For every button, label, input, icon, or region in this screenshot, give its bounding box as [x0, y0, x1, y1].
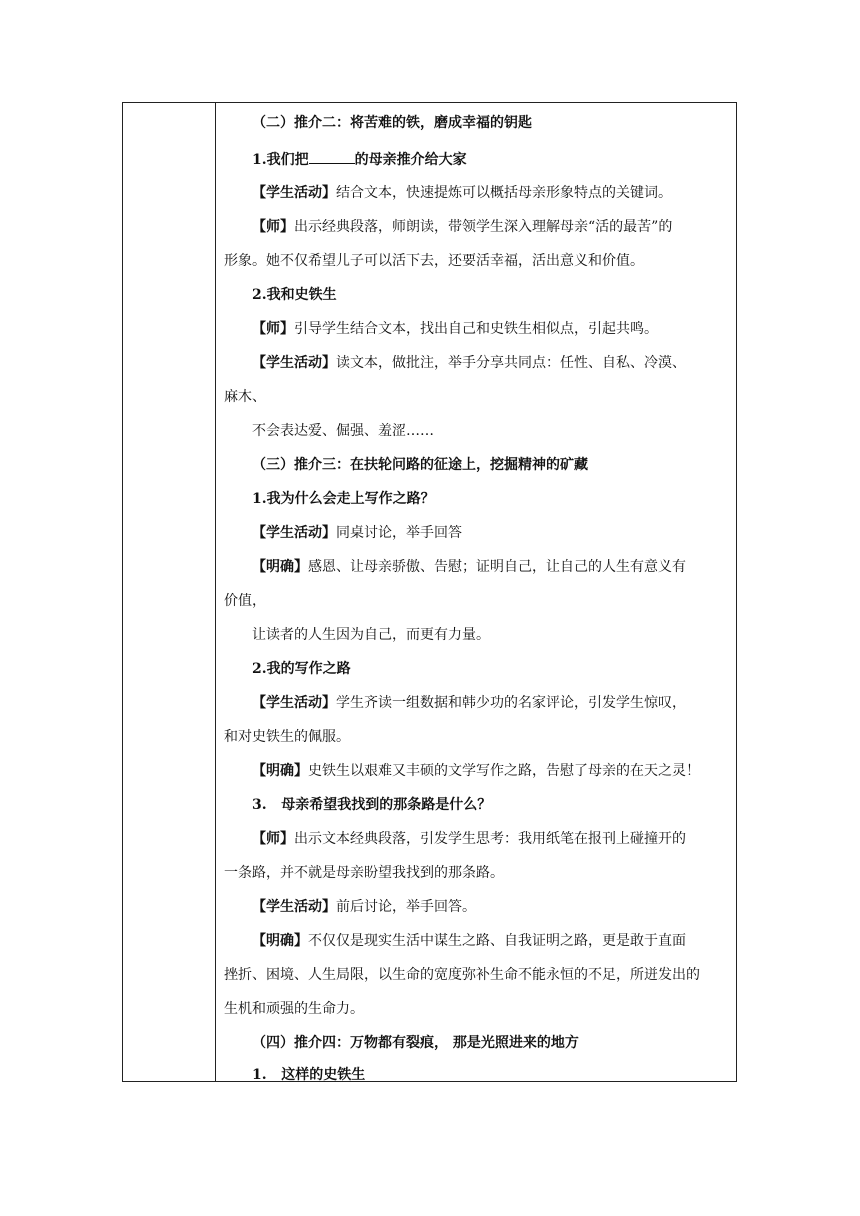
paragraph-line: 价值， [224, 593, 266, 609]
paragraph [224, 353, 734, 373]
text: 出示经典段落，师朗读，带领学生深入理解母亲“活的最苦”的 [294, 219, 673, 235]
column-divider [215, 103, 216, 1081]
section-heading-2: （二）推介二：将苦难的铁，磨成幸福的钥匙 [252, 115, 532, 131]
paragraph [224, 761, 734, 781]
paragraph [224, 183, 734, 203]
role-tag: 【学生活动】 [252, 695, 336, 711]
paragraph-line: 和对史铁生的佩服。 [224, 729, 350, 745]
paragraph-line: 让读者的人生因为自己，而更有力量。 [252, 627, 490, 643]
text: 学生齐读一组数据和韩少功的名家评论，引发学生惊叹， [336, 695, 686, 711]
text: 结合文本，快速提炼可以概括母亲形象特点的关键词。 [336, 185, 672, 201]
role-tag: 【学生活动】 [252, 899, 336, 915]
paragraph-line: 不会表达爱、倔强、羞涩…… [252, 423, 434, 439]
section-heading-4: （四）推介四：万物都有裂痕， 那是光照进来的地方 [252, 1035, 579, 1051]
paragraph [224, 931, 734, 951]
paragraph [224, 217, 734, 237]
role-tag: 【学生活动】 [252, 525, 336, 541]
text: 不仅仅是现实生活中谋生之路、自我证明之路，更是敢于直面 [308, 933, 686, 949]
role-tag: 【师】 [252, 831, 294, 847]
subheading [224, 149, 734, 170]
text: 1.我们把 [252, 152, 309, 168]
paragraph-line: 生机和顽强的生命力。 [224, 1001, 364, 1017]
role-tag: 【师】 [252, 219, 294, 235]
paragraph-line: 形象。她不仅希望儿子可以活下去，还要活幸福，活出意义和价值。 [224, 253, 644, 269]
role-tag: 【明确】 [252, 763, 308, 779]
text: 出示文本经典段落，引发学生思考：我用纸笔在报刊上碰撞开的 [294, 831, 686, 847]
role-tag: 【学生活动】 [252, 355, 336, 371]
fill-blank [309, 149, 355, 164]
subheading: 3. 母亲希望我找到的那条路是什么？ [252, 797, 492, 813]
paragraph [224, 693, 734, 713]
text: 史铁生以艰难又丰硕的文学写作之路，告慰了母亲的在天之灵！ [308, 763, 700, 779]
role-tag: 【明确】 [252, 933, 308, 949]
paragraph [224, 319, 734, 339]
paragraph [224, 829, 734, 849]
subheading: 1. 这样的史铁生 [252, 1067, 366, 1083]
subheading: 2.我和史铁生 [252, 287, 337, 303]
role-tag: 【明确】 [252, 559, 308, 575]
lesson-table [122, 102, 737, 1082]
paragraph [224, 523, 734, 543]
subheading: 2.我的写作之路 [252, 661, 351, 677]
paragraph-line: 挫折、困境、人生局限，以生命的宽度弥补生命不能永恒的不足，所迸发出的 [224, 967, 700, 983]
role-tag: 【学生活动】 [252, 185, 336, 201]
paragraph [224, 897, 734, 917]
paragraph-line: 一条路，并不就是母亲盼望我找到的那条路。 [224, 865, 504, 881]
text: 感恩、让母亲骄傲、告慰；证明自己，让自己的人生有意义有 [308, 559, 686, 575]
text: 的母亲推介给大家 [354, 152, 467, 168]
role-tag: 【师】 [252, 321, 294, 337]
paragraph-line: 麻木、 [224, 389, 266, 405]
text: 同桌讨论，举手回答 [336, 525, 462, 541]
subheading: 1.我为什么会走上写作之路？ [252, 491, 435, 507]
text: 前后讨论，举手回答。 [336, 899, 476, 915]
paragraph [224, 557, 734, 577]
section-heading-3: （三）推介三：在扶轮问路的征途上，挖掘精神的矿藏 [252, 457, 588, 473]
text: 引导学生结合文本，找出自己和史铁生相似点，引起共鸣。 [294, 321, 658, 337]
text: 读文本，做批注，举手分享共同点：任性、自私、冷漠、 [336, 355, 686, 371]
